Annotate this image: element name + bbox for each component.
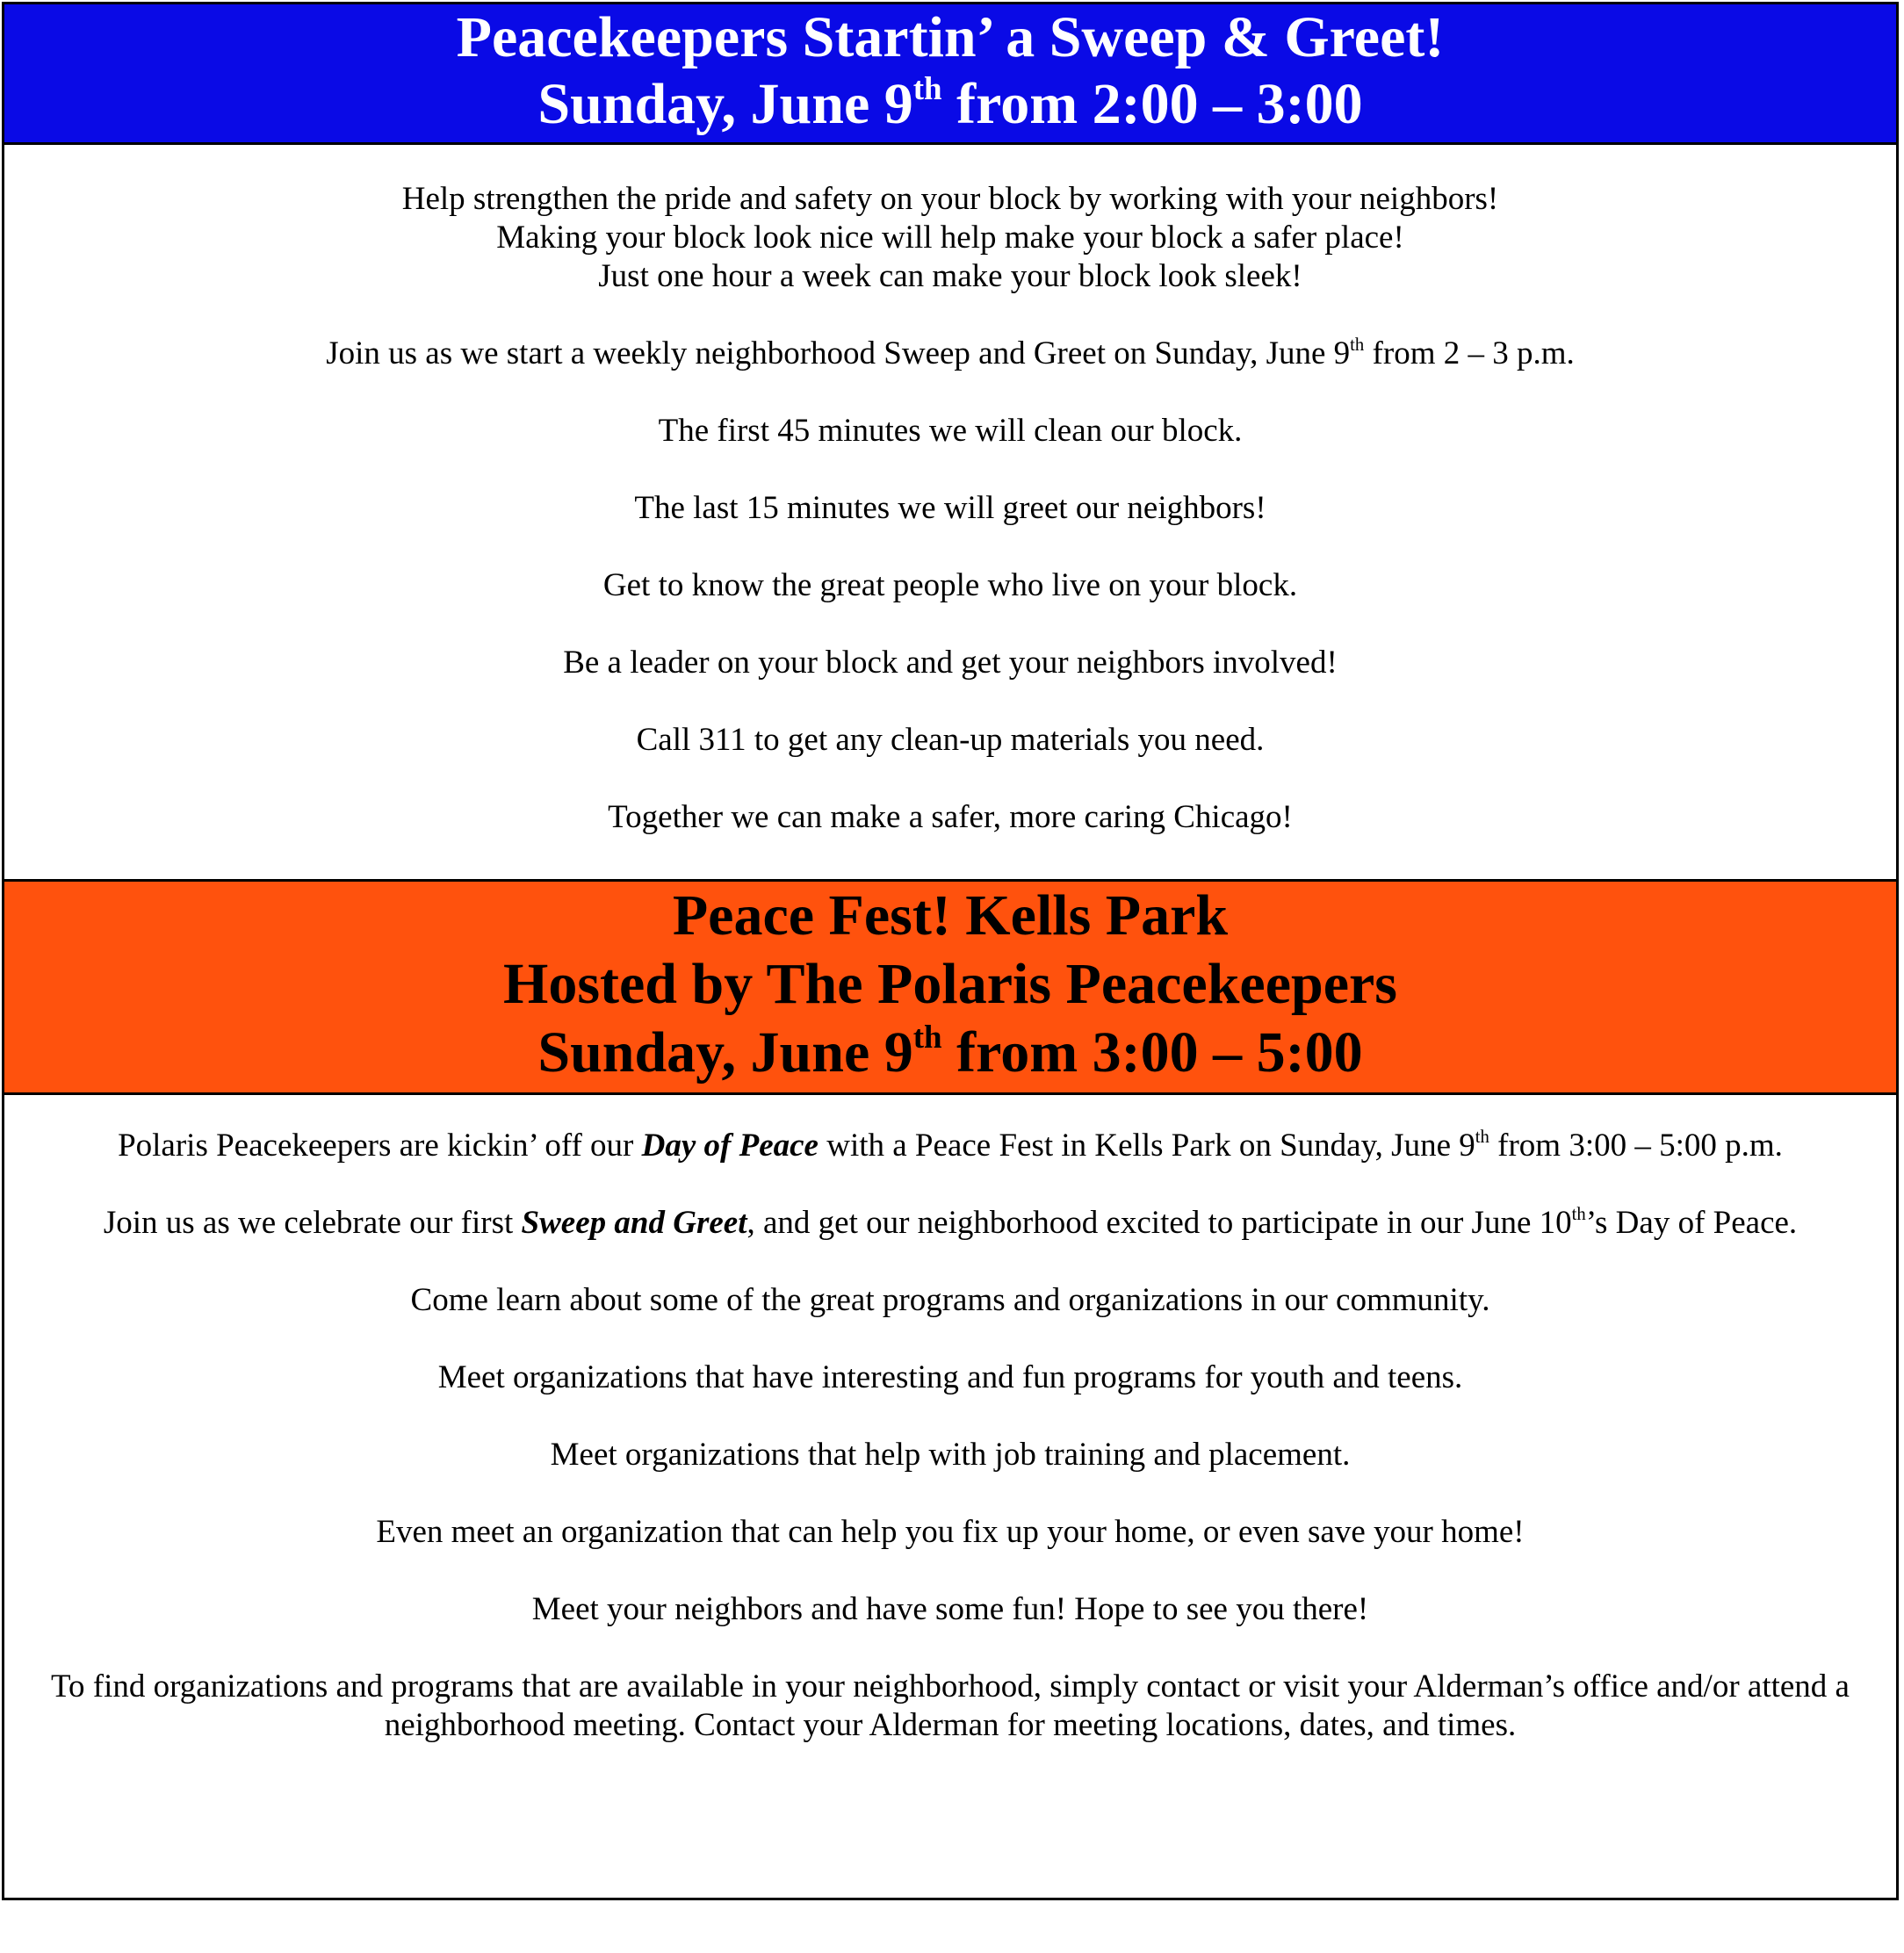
kickoff-text: with a Peace Fest in Kells Park on Sunday, June 9 (818, 1128, 1475, 1164)
paragraph: Come learn about some of the great programs and organizations in our community. (410, 1282, 1490, 1318)
flyer (2, 2, 1899, 1900)
sweep-greet-title: Peacekeepers Startin’ a Sweep & Greet! (456, 5, 1445, 69)
celebrate-text: Join us as we celebrate our first (103, 1205, 522, 1241)
join-ordinal: th (1350, 335, 1365, 355)
paragraph: Meet organizations that have interesting and fun programs for youth and teens. (437, 1359, 1463, 1395)
time-text: from 2:00 – 3:00 (941, 72, 1363, 136)
sweep-greet-emphasis: Sweep and Greet (521, 1205, 747, 1241)
celebrate-text: , and get our neighborhood excited to participate in our June 10 (746, 1205, 1572, 1241)
peace-fest-header (4, 879, 1896, 1095)
peace-fest-title: Peace Fest! Kells Park (672, 883, 1229, 948)
intro-line: Help strengthen the pride and safety on your block by working with your neighbors! (401, 181, 1499, 217)
paragraph: Even meet an organization that can help you fix up your home, or even save your home! (376, 1514, 1525, 1550)
peace-fest-body (17, 1127, 1884, 1784)
peace-fest-date (4, 1019, 1896, 1087)
date-ordinal: th (912, 1019, 942, 1056)
kickoff-text: Polaris Peacekeepers are kickin’ off our (118, 1128, 642, 1164)
celebrate-paragraph (17, 1204, 1884, 1243)
intro-paragraph (17, 180, 1884, 296)
sweep-greet-header (4, 4, 1896, 145)
sweep-greet-body (17, 180, 1884, 876)
kickoff-ordinal: th (1475, 1127, 1489, 1147)
time-text: from 3:00 – 5:00 (941, 1020, 1363, 1085)
join-time: from 2 – 3 p.m. (1364, 335, 1575, 371)
paragraph: Get to know the great people who live on your block. (602, 567, 1298, 603)
paragraph: Meet your neighbors and have some fun! Hope to see you there! (531, 1591, 1369, 1627)
peace-fest-host: Hosted by The Polaris Peacekeepers (503, 952, 1397, 1016)
sweep-greet-date (4, 71, 1896, 138)
kickoff-paragraph (17, 1127, 1884, 1165)
intro-line: Just one hour a week can make your block look sleek! (598, 258, 1302, 294)
paragraph: To find organizations and programs that are available in your neighborhood, simply contact or visit your Alderman’s office and/or attend a neighborhood meeting. Contact your Alderman for meeting locations, dates, and times. (51, 1668, 1850, 1743)
paragraph: The first 45 minutes we will clean our block. (658, 413, 1243, 449)
celebrate-text: ’s Day of Peace. (1585, 1205, 1798, 1241)
date-text: Sunday, June 9 (537, 1020, 913, 1085)
celebrate-ordinal: th (1571, 1204, 1586, 1224)
date-text: Sunday, June 9 (537, 72, 913, 136)
day-of-peace-emphasis: Day of Peace (641, 1128, 819, 1164)
date-ordinal: th (912, 70, 942, 107)
paragraph: The last 15 minutes we will greet our neighbors! (634, 490, 1266, 526)
paragraph: Together we can make a safer, more caring Chicago! (608, 799, 1293, 835)
intro-line: Making your block look nice will help make your block a safer place! (496, 220, 1404, 256)
kickoff-time: from 3:00 – 5:00 p.m. (1489, 1128, 1783, 1164)
join-paragraph (17, 335, 1884, 373)
paragraph: Be a leader on your block and get your neighbors involved! (563, 645, 1338, 681)
paragraph: Meet organizations that help with job training and placement. (550, 1437, 1351, 1473)
join-text: Join us as we start a weekly neighborhood Sweep and Greet on Sunday, June 9 (326, 335, 1351, 371)
paragraph: Call 311 to get any clean-up materials you need. (636, 722, 1265, 758)
